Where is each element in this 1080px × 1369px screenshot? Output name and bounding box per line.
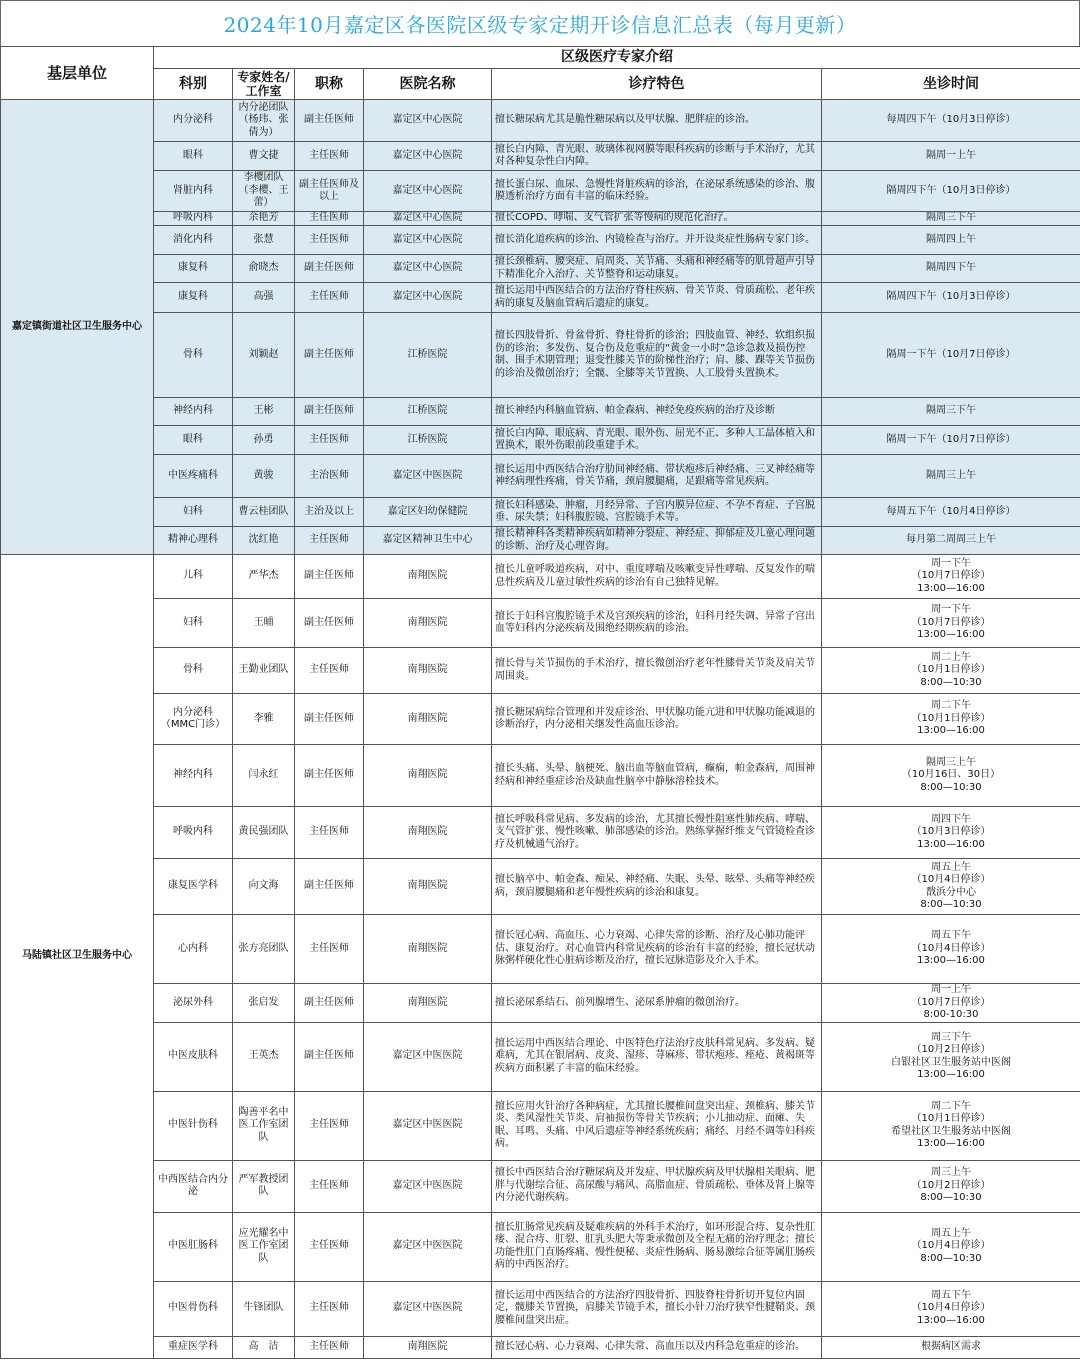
name-cell: 沈红艳 bbox=[233, 527, 295, 555]
feature-cell: 擅长颈椎病、腰突症、肩周炎、关节痛、头痛和神经痛等的肌骨超声引导下精准化介入治疗、关节整脊和运动康复。 bbox=[492, 255, 822, 283]
hospital-cell: 嘉定区中医医院 bbox=[364, 1091, 492, 1160]
time-cell: 每周五下午（10月4日停诊） bbox=[822, 498, 1080, 527]
time-cell: 每月第二周周三上午 bbox=[822, 527, 1080, 555]
hospital-cell: 江桥医院 bbox=[364, 313, 492, 398]
dept-cell: 中医骨伤科 bbox=[154, 1281, 233, 1336]
page-title: 2024年10月嘉定区各医院区级专家定期开诊信息汇总表（每月更新） bbox=[223, 13, 857, 37]
hospital-cell: 嘉定区中心医院 bbox=[364, 171, 492, 212]
feature-cell: 擅长神经内科脑血管病、帕金森病、神经免疫疾病的治疗及诊断 bbox=[492, 398, 822, 426]
title-cell: 副主任医师 bbox=[295, 100, 364, 142]
dept-cell: 心内科 bbox=[154, 915, 233, 984]
table-row bbox=[1, 226, 1080, 255]
header-hospital: 医院名称 bbox=[364, 69, 492, 100]
table-row bbox=[1, 1160, 1080, 1212]
time-cell: 隔周一下午（10月7日停诊） bbox=[822, 313, 1080, 398]
table-row bbox=[1, 1336, 1080, 1358]
unit-cell: 嘉定镇街道社区卫生服务中心 bbox=[1, 100, 154, 555]
header-group: 区级医疗专家介绍 bbox=[154, 47, 1080, 69]
title-cell: 主任医师 bbox=[295, 426, 364, 455]
name-cell: 高 洁 bbox=[233, 1336, 295, 1358]
title-cell: 副主任医师 bbox=[295, 984, 364, 1023]
title-cell: 副主任医师 bbox=[295, 313, 364, 398]
name-cell: 李雅 bbox=[233, 694, 295, 745]
dept-cell: 肾脏内科 bbox=[154, 171, 233, 212]
table-row bbox=[1, 1022, 1080, 1091]
feature-cell: 擅长运用中西医结合治疗肋间神经痛、带状疱疹后神经痛、三叉神经痛等神经病理性疼痛，骨关节痛，颈肩腰腿痛，足跟痛等常见疾病。 bbox=[492, 455, 822, 498]
hospital-cell: 南翔医院 bbox=[364, 915, 492, 984]
name-cell: 陶善平名中医工作室团队 bbox=[233, 1091, 295, 1160]
hospital-cell: 南翔医院 bbox=[364, 859, 492, 915]
table-row bbox=[1, 648, 1080, 694]
table-row bbox=[1, 599, 1080, 648]
title-cell: 主任医师 bbox=[295, 648, 364, 694]
table-row bbox=[1, 142, 1080, 171]
time-cell: 周二下午 （10月1日停诊） 13:00—16:00 bbox=[822, 694, 1080, 745]
table-row bbox=[1, 915, 1080, 984]
dept-cell: 眼科 bbox=[154, 426, 233, 455]
time-cell: 隔周四上午 bbox=[822, 226, 1080, 255]
title-cell: 主任医师 bbox=[295, 1212, 364, 1281]
time-cell: 周三上午 （10月2日停诊） 8:00—10:30 bbox=[822, 1160, 1080, 1212]
title-cell: 主任医师 bbox=[295, 527, 364, 555]
time-cell: 隔周三下午 bbox=[822, 398, 1080, 426]
hospital-cell: 南翔医院 bbox=[364, 745, 492, 807]
feature-cell: 擅长运用中西医结合理论、中医特色疗法治疗皮肤科常见病、多发病、疑难病，尤其在银屑病、皮炎、湿疹、荨麻疹、带状疱疹、痤疮、黄褐斑等疾病方面积累了丰富的临床经验。 bbox=[492, 1022, 822, 1091]
table-row bbox=[1, 426, 1080, 455]
time-cell: 周五上午 （10月4日停诊） 戬浜分中心 8:00—10:30 bbox=[822, 859, 1080, 915]
name-cell: 王彬 bbox=[233, 398, 295, 426]
time-cell: 隔周三上午 （10月16日、30日） 8:00—10:30 bbox=[822, 745, 1080, 807]
hospital-cell: 嘉定区中医医院 bbox=[364, 1212, 492, 1281]
table-row bbox=[1, 807, 1080, 859]
dept-cell: 骨科 bbox=[154, 313, 233, 398]
name-cell: 应光耀名中医工作室团队 bbox=[233, 1212, 295, 1281]
table-row bbox=[1, 100, 1080, 142]
name-cell: 张启发 bbox=[233, 984, 295, 1023]
time-cell: 隔周四下午（10月3日停诊） bbox=[822, 171, 1080, 212]
dept-cell: 骨科 bbox=[154, 648, 233, 694]
dept-cell: 康复科 bbox=[154, 283, 233, 313]
time-cell: 周四下午 （10月3日停诊） 13:00—16:00 bbox=[822, 807, 1080, 859]
time-cell: 周五上午 （10月4日停诊） 8:00—10:30 bbox=[822, 1212, 1080, 1281]
feature-cell: 擅长应用火针治疗各种病症，尤其擅长腰椎间盘突出症、颈椎病、膝关节炎、类风湿性关节炎、肩袖损伤等骨关节疾病；小儿抽动症、面瘫、失眠、耳鸣、头痛、中风后遗症等神经系统疾病；痛经、月经不调等妇科疾病。 bbox=[492, 1091, 822, 1160]
hospital-cell: 南翔医院 bbox=[364, 807, 492, 859]
title-cell: 副主任医师 bbox=[295, 694, 364, 745]
table-row bbox=[1, 171, 1080, 212]
table-row bbox=[1, 398, 1080, 426]
hospital-cell: 嘉定区精神卫生中心 bbox=[364, 527, 492, 555]
hospital-cell: 嘉定区妇幼保健院 bbox=[364, 498, 492, 527]
time-cell: 周一下午 （10月7日停诊） 13:00—16:00 bbox=[822, 555, 1080, 599]
title-cell: 主任医师 bbox=[295, 1281, 364, 1336]
title-cell: 副主任医师 bbox=[295, 398, 364, 426]
hospital-cell: 嘉定区中医医院 bbox=[364, 455, 492, 498]
dept-cell: 康复医学科 bbox=[154, 859, 233, 915]
title-cell: 主任医师 bbox=[295, 212, 364, 226]
time-cell: 周二下午 （10月1日停诊） 希望社区卫生服务站中医阁 13:00—16:00 bbox=[822, 1091, 1080, 1160]
name-cell: 严军教授团队 bbox=[233, 1160, 295, 1212]
dept-cell: 神经内科 bbox=[154, 398, 233, 426]
time-cell: 每周四下午（10月3日停诊） bbox=[822, 100, 1080, 142]
time-cell: 根据病区需求 bbox=[822, 1336, 1080, 1358]
header-name: 专家姓名/工作室 bbox=[233, 69, 295, 100]
dept-cell: 内分泌科（MMC门诊） bbox=[154, 694, 233, 745]
hospital-cell: 南翔医院 bbox=[364, 555, 492, 599]
hospital-cell: 嘉定区中医医院 bbox=[364, 1160, 492, 1212]
dept-cell: 中医针伤科 bbox=[154, 1091, 233, 1160]
title-cell: 主任医师 bbox=[295, 226, 364, 255]
feature-cell: 擅长儿童呼吸道疾病，对中、重度哮喘及咳嗽变异性哮喘、反复发作的喘息性疾病及儿童过敏性疾病的诊治有自己独特见解。 bbox=[492, 555, 822, 599]
hospital-cell: 南翔医院 bbox=[364, 648, 492, 694]
title-cell: 副主任医师 bbox=[295, 859, 364, 915]
name-cell: 张方亮团队 bbox=[233, 915, 295, 984]
table-row bbox=[1, 555, 1080, 599]
name-cell: 王晡 bbox=[233, 599, 295, 648]
name-cell: 李樱团队（李樱、王蕾） bbox=[233, 171, 295, 212]
dept-cell: 精神心理科 bbox=[154, 527, 233, 555]
table-row bbox=[1, 527, 1080, 555]
name-cell: 黄民强团队 bbox=[233, 807, 295, 859]
title-cell: 主治及以上 bbox=[295, 498, 364, 527]
name-cell: 曹文捷 bbox=[233, 142, 295, 171]
table-row bbox=[1, 694, 1080, 745]
table-row bbox=[1, 455, 1080, 498]
name-cell: 向文海 bbox=[233, 859, 295, 915]
feature-cell: 擅长于妇科宫腹腔镜手术及宫颈疾病的诊治，妇科月经失调、异常子宫出血等妇科内分泌疾病及围绝经期疾病的诊治。 bbox=[492, 599, 822, 648]
table-row bbox=[1, 1091, 1080, 1160]
feature-cell: 擅长肛肠常见疾病及疑难疾病的外科手术治疗，如环形混合痔、复杂性肛瘘、混合痔、肛裂、肛乳头肥大等秉承微创及全程无痛的治疗理念；擅长功能性肛门直肠疼痛、慢性便秘、炎症性肠病、肠易激综合征等属肛肠疾病的中西医治疗。 bbox=[492, 1212, 822, 1281]
table-row bbox=[1, 212, 1080, 226]
title-cell: 主任医师 bbox=[295, 1160, 364, 1212]
header-dept: 科别 bbox=[154, 69, 233, 100]
table-row bbox=[1, 1212, 1080, 1281]
title-cell: 主治医师 bbox=[295, 455, 364, 498]
table-row bbox=[1, 745, 1080, 807]
title-cell: 主任医师 bbox=[295, 807, 364, 859]
dept-cell: 中医肛肠科 bbox=[154, 1212, 233, 1281]
name-cell: 张慧 bbox=[233, 226, 295, 255]
feature-cell: 擅长运用中西医结合的方法治疗脊柱疾病、骨关节炎、骨质疏松、老年疾病的康复及脑血管病后遗症的康复。 bbox=[492, 283, 822, 313]
dept-cell: 泌尿外科 bbox=[154, 984, 233, 1023]
time-cell: 周五下午 （10月4日停诊） 13:00—16:00 bbox=[822, 1281, 1080, 1336]
hospital-cell: 嘉定区中心医院 bbox=[364, 100, 492, 142]
hospital-cell: 南翔医院 bbox=[364, 1336, 492, 1358]
title-cell: 副主任医师 bbox=[295, 255, 364, 283]
hospital-cell: 嘉定区中心医院 bbox=[364, 212, 492, 226]
feature-cell: 擅长妇科感染、肿瘤，月经异常、子宫内膜异位症、不孕不育症、子宫脱垂、尿失禁；妇科腹腔镜、宫腔镜手术等。 bbox=[492, 498, 822, 527]
time-cell: 周二上午 （10月1日停诊） 8:00—10:30 bbox=[822, 648, 1080, 694]
group-jiading bbox=[1, 100, 1080, 555]
hospital-cell: 南翔医院 bbox=[364, 694, 492, 745]
title-cell: 主任医师 bbox=[295, 1336, 364, 1358]
feature-cell: 擅长四肢骨折、骨盆骨折、脊柱骨折的诊治；四肢血管、神经、软组织损伤的诊治；多发伤、复合伤及危重症的“黄金一小时”急诊急救及损伤控制、围手术期管理；退变性膝关节的阶梯性治疗；肩、膝、踝等关节损伤的诊治及微创治疗；全髋、全膝等关节置换、人工股骨头置换术。 bbox=[492, 313, 822, 398]
feature-cell: 擅长消化道疾病的诊治、内镜检查与治疗。并开设炎症性肠病专家门诊。 bbox=[492, 226, 822, 255]
dept-cell: 中医疼痛科 bbox=[154, 455, 233, 498]
dept-cell: 消化内科 bbox=[154, 226, 233, 255]
time-cell: 隔周一下午（10月7日停诊） bbox=[822, 426, 1080, 455]
dept-cell: 重症医学科 bbox=[154, 1336, 233, 1358]
dept-cell: 内分泌科 bbox=[154, 100, 233, 142]
title-cell: 副主任医师 bbox=[295, 555, 364, 599]
title-cell: 副主任医师 bbox=[295, 745, 364, 807]
schedule-table bbox=[0, 46, 1080, 1359]
name-cell: 牛锋团队 bbox=[233, 1281, 295, 1336]
table-row bbox=[1, 498, 1080, 527]
dept-cell: 呼吸内科 bbox=[154, 807, 233, 859]
title-cell: 副主任医师 bbox=[295, 1022, 364, 1091]
header-feature: 诊疗特色 bbox=[492, 69, 822, 100]
hospital-cell: 南翔医院 bbox=[364, 984, 492, 1023]
time-cell: 周一下午 （10月7日停诊） 13:00—16:00 bbox=[822, 599, 1080, 648]
table-row bbox=[1, 984, 1080, 1023]
time-cell: 隔周四下午（10月3日停诊） bbox=[822, 283, 1080, 313]
feature-cell: 擅长糖尿病尤其是脆性糖尿病以及甲状腺、肥胖症的诊治。 bbox=[492, 100, 822, 142]
hospital-cell: 南翔医院 bbox=[364, 599, 492, 648]
dept-cell: 儿科 bbox=[154, 555, 233, 599]
feature-cell: 擅长脑卒中、帕金森、痴呆、神经痛、失眠、头晕、眩晕、头痛等神经疾病，颈肩腰腿痛和老年慢性疾病的诊治和康复。 bbox=[492, 859, 822, 915]
time-cell: 隔周四下午 bbox=[822, 255, 1080, 283]
feature-cell: 擅长蛋白尿、血尿、急慢性肾脏疾病的诊治，在泌尿系统感染的诊治、腹膜透析治疗方面有丰富的临床经验。 bbox=[492, 171, 822, 212]
dept-cell: 眼科 bbox=[154, 142, 233, 171]
time-cell: 周五下午 （10月4日停诊） 13:00—16:00 bbox=[822, 915, 1080, 984]
name-cell: 俞晓杰 bbox=[233, 255, 295, 283]
dept-cell: 呼吸内科 bbox=[154, 212, 233, 226]
title-cell: 主任医师 bbox=[295, 142, 364, 171]
feature-cell: 擅长精神科各类精神疾病如精神分裂症、神经症、抑郁症及儿童心理问题的诊断、治疗及心理咨询。 bbox=[492, 527, 822, 555]
name-cell: 高强 bbox=[233, 283, 295, 313]
feature-cell: 擅长白内障、青光眼、玻璃体视网膜等眼科疾病的诊断与手术治疗，尤其对各种复杂性白内障。 bbox=[492, 142, 822, 171]
name-cell: 王英杰 bbox=[233, 1022, 295, 1091]
feature-cell: 擅长骨与关节损伤的手术治疗，擅长微创治疗老年性膝骨关节炎及肩关节周围炎。 bbox=[492, 648, 822, 694]
dept-cell: 中西医结合内分泌 bbox=[154, 1160, 233, 1212]
dept-cell: 神经内科 bbox=[154, 745, 233, 807]
feature-cell: 擅长糖尿病综合管理和并发症诊治、甲状腺功能亢进和甲状腺功能减退的诊断治疗，内分泌相关继发性高血压诊治。 bbox=[492, 694, 822, 745]
title-cell: 副主任医师 bbox=[295, 599, 364, 648]
hospital-cell: 嘉定区中心医院 bbox=[364, 255, 492, 283]
name-cell: 黄骏 bbox=[233, 455, 295, 498]
name-cell: 闫永红 bbox=[233, 745, 295, 807]
title-cell: 主任医师 bbox=[295, 283, 364, 313]
feature-cell: 擅长冠心病、心力衰竭、心律失常、高血压以及内科急危重症的诊治。 bbox=[492, 1336, 822, 1358]
dept-cell: 妇科 bbox=[154, 498, 233, 527]
hospital-cell: 嘉定区中心医院 bbox=[364, 142, 492, 171]
hospital-cell: 嘉定区中医医院 bbox=[364, 1022, 492, 1091]
feature-cell: 擅长头痛、头晕、脑梗死、脑出血等脑血管病，癫痫，帕金森病，周围神经病和神经重症诊治及缺血性脑卒中静脉溶栓技术。 bbox=[492, 745, 822, 807]
name-cell: 内分泌团队（杨玮、张倩为） bbox=[233, 100, 295, 142]
table-row bbox=[1, 859, 1080, 915]
feature-cell: 擅长COPD、哮喘、支气管扩张等慢病的规范化治疗。 bbox=[492, 212, 822, 226]
title-cell: 副主任医师及以上 bbox=[295, 171, 364, 212]
dept-cell: 康复科 bbox=[154, 255, 233, 283]
name-cell: 孙勇 bbox=[233, 426, 295, 455]
name-cell: 余艳芳 bbox=[233, 212, 295, 226]
feature-cell: 擅长泌尿系结石、前列腺增生、泌尿系肿瘤的微创治疗。 bbox=[492, 984, 822, 1023]
hospital-cell: 嘉定区中心医院 bbox=[364, 226, 492, 255]
title-bar bbox=[0, 0, 1080, 46]
table-row bbox=[1, 255, 1080, 283]
dept-cell: 妇科 bbox=[154, 599, 233, 648]
time-cell: 隔周三下午 bbox=[822, 212, 1080, 226]
header-title: 职称 bbox=[295, 69, 364, 100]
time-cell: 隔周三上午 bbox=[822, 455, 1080, 498]
unit-cell: 马陆镇社区卫生服务中心 bbox=[1, 555, 154, 1359]
table-row bbox=[1, 1281, 1080, 1336]
name-cell: 刘颖赵 bbox=[233, 313, 295, 398]
header-unit: 基层单位 bbox=[1, 47, 154, 100]
title-cell: 主任医师 bbox=[295, 915, 364, 984]
feature-cell: 擅长白内障、眼底病、青光眼、眼外伤、屈光不正、多种人工晶体植入和置换术，眼外伤眼前段重建手术。 bbox=[492, 426, 822, 455]
time-cell: 周三下午 （10月2日停诊） 白银社区卫生服务站中医阁 13:00—16:00 bbox=[822, 1022, 1080, 1091]
feature-cell: 擅长冠心病、高血压、心力衰竭、心律失常的诊断、治疗及心肺功能评估、康复治疗。对心血管内科常见疾病的诊治有丰富的经验，擅长冠状动脉粥样硬化性心脏病诊断及治疗，擅长冠脉造影及介入手术。 bbox=[492, 915, 822, 984]
dept-cell: 中医皮肤科 bbox=[154, 1022, 233, 1091]
group-malu bbox=[1, 555, 1080, 1359]
feature-cell: 擅长运用中西医结合的方法治疗四肢骨折、四肢脊柱骨折切开复位内固定，髋膝关节置换，肩膝关节镜手术，擅长小针刀治疗狭窄性腱鞘炎、颈腰椎间盘突出症。 bbox=[492, 1281, 822, 1336]
table-row bbox=[1, 313, 1080, 398]
hospital-cell: 嘉定区中医医院 bbox=[364, 1281, 492, 1336]
table-row bbox=[1, 283, 1080, 313]
table-header bbox=[1, 47, 1080, 100]
name-cell: 曹云桂团队 bbox=[233, 498, 295, 527]
header-time: 坐诊时间 bbox=[822, 69, 1080, 100]
hospital-cell: 嘉定区中心医院 bbox=[364, 283, 492, 313]
time-cell: 隔周一上午 bbox=[822, 142, 1080, 171]
hospital-cell: 江桥医院 bbox=[364, 426, 492, 455]
feature-cell: 擅长呼吸科常见病、多发病的诊治，尤其擅长慢性阻塞性肺疾病、哮喘、支气管扩张、慢性咳嗽、肺部感染的诊治。熟练掌握纤维支气管镜检查诊疗及机械通气治疗。 bbox=[492, 807, 822, 859]
time-cell: 周一上午 （10月7日停诊） 8:00-10:30 bbox=[822, 984, 1080, 1023]
name-cell: 王勤业团队 bbox=[233, 648, 295, 694]
title-cell: 主任医师 bbox=[295, 1091, 364, 1160]
hospital-cell: 江桥医院 bbox=[364, 398, 492, 426]
name-cell: 严华杰 bbox=[233, 555, 295, 599]
feature-cell: 擅长中西医结合治疗糖尿病及并发症、甲状腺疾病及甲状腺相关眼病、肥胖与代谢综合征、高尿酸与痛风、高脂血症、骨质疏松、垂体及肾上腺等内分泌代谢疾病。 bbox=[492, 1160, 822, 1212]
